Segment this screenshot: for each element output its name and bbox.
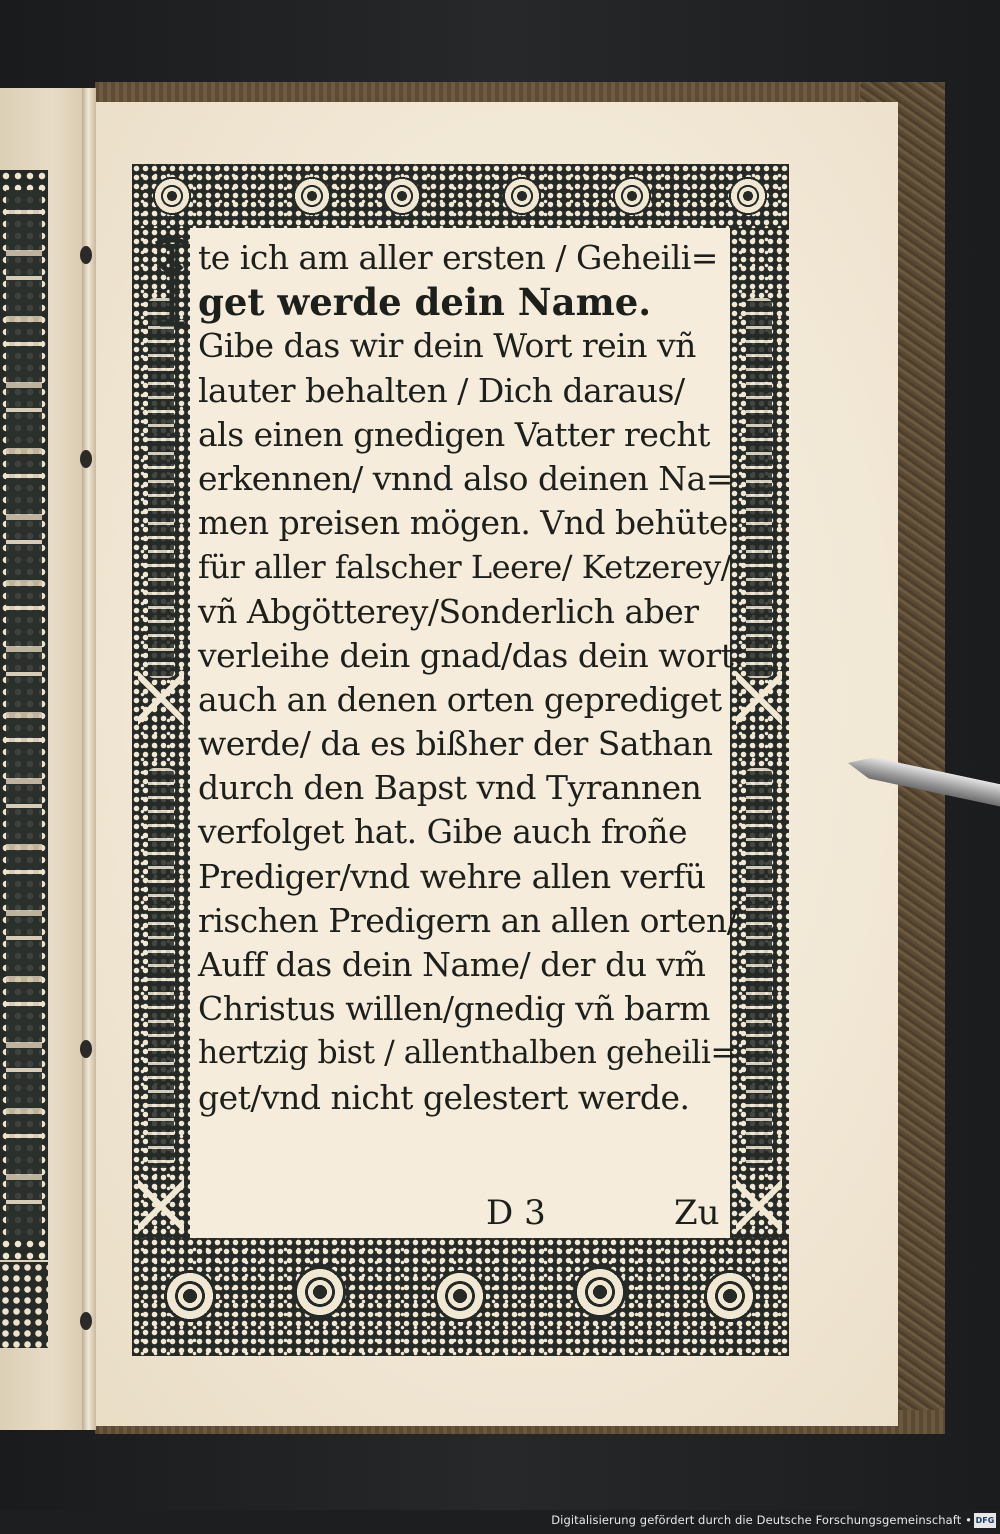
text-line: auch an denen orten geprediget	[198, 679, 722, 719]
flower-ornament	[152, 176, 192, 216]
flower-ornament	[432, 1268, 488, 1324]
flower-ornament	[292, 1264, 348, 1320]
text-line: vñ Abgötterey/Sonderlich aber	[198, 591, 699, 631]
flower-ornament	[572, 1264, 628, 1320]
flower-ornament	[382, 176, 422, 216]
binding-stitch	[80, 450, 92, 468]
text-line: als einen gnedigen Vatter recht	[198, 414, 710, 454]
dropcap-ornament	[150, 236, 194, 332]
text-line: werde/ da es bißher der Sathan	[198, 724, 713, 764]
text-line: te ich am aller ersten / Geheili=	[198, 238, 718, 277]
pillar-ornament	[148, 298, 174, 678]
text-line: verfolget hat. Gibe auch froñe	[198, 812, 688, 852]
text-line: durch den Bapst vnd Tyrannen	[198, 768, 702, 808]
catchword: Zu	[674, 1193, 720, 1233]
dfg-logo: DFG	[974, 1513, 996, 1528]
flower-ornament	[162, 1268, 218, 1324]
left-border-corner	[0, 1262, 48, 1348]
book-board-top	[95, 82, 945, 104]
text-line: lauter behalten / Dich daraus/	[198, 370, 685, 410]
left-page-woodcut-border	[0, 170, 48, 1260]
signature-mark: D 3	[486, 1193, 546, 1233]
text-line: verleihe dein gnad/das dein wort	[198, 635, 734, 675]
text-line: für aller falscher Leere/ Ketzerey/	[198, 548, 731, 587]
left-border-ornament	[6, 190, 42, 1240]
binding-stitch	[80, 1312, 92, 1330]
text-line: men preisen mögen. Vnd behüte	[198, 503, 728, 543]
page-text-block	[198, 236, 738, 1120]
hourglass-ornament	[736, 670, 782, 726]
text-line: rischen Predigern an allen orten/	[198, 900, 738, 940]
frame-top-band	[132, 164, 789, 228]
pillar-ornament	[746, 768, 772, 1168]
pillar-ornament	[746, 298, 772, 678]
hourglass-ornament	[736, 1178, 782, 1234]
binding-stitch	[80, 246, 92, 264]
text-line: hertzig bist / allenthalben geheili=	[198, 1035, 737, 1072]
text-line: Auff das dein Name/ der du vm̃	[198, 945, 706, 984]
pillar-ornament	[148, 768, 174, 1168]
hourglass-ornament	[138, 1178, 184, 1234]
flower-ornament	[292, 176, 332, 216]
text-line: erkennen/ vnnd also deinen Na=	[198, 458, 733, 498]
frame-right-band	[730, 228, 789, 1238]
hourglass-ornament	[138, 670, 184, 726]
binding-stitch	[80, 1040, 92, 1058]
flower-ornament	[612, 176, 652, 216]
text-line: Christus willen/gnedig vñ barm	[198, 989, 710, 1029]
frame-left-band	[132, 228, 190, 1238]
text-line-heading: get werde dein Name.	[198, 280, 652, 325]
credit-text: Digitalisierung gefördert durch die Deutsche Forschungsgemeinschaft •	[551, 1513, 972, 1527]
frame-bottom-band	[132, 1238, 789, 1356]
text-line: get/vnd nicht gelestert werde.	[198, 1077, 690, 1117]
text-line: Gibe das wir dein Wort rein vñ	[198, 326, 696, 366]
flower-ornament	[728, 176, 768, 216]
text-line: Prediger/vnd wehre allen verfü	[198, 856, 706, 896]
gutter	[82, 88, 96, 1430]
flower-ornament	[502, 176, 542, 216]
flower-ornament	[702, 1268, 758, 1324]
